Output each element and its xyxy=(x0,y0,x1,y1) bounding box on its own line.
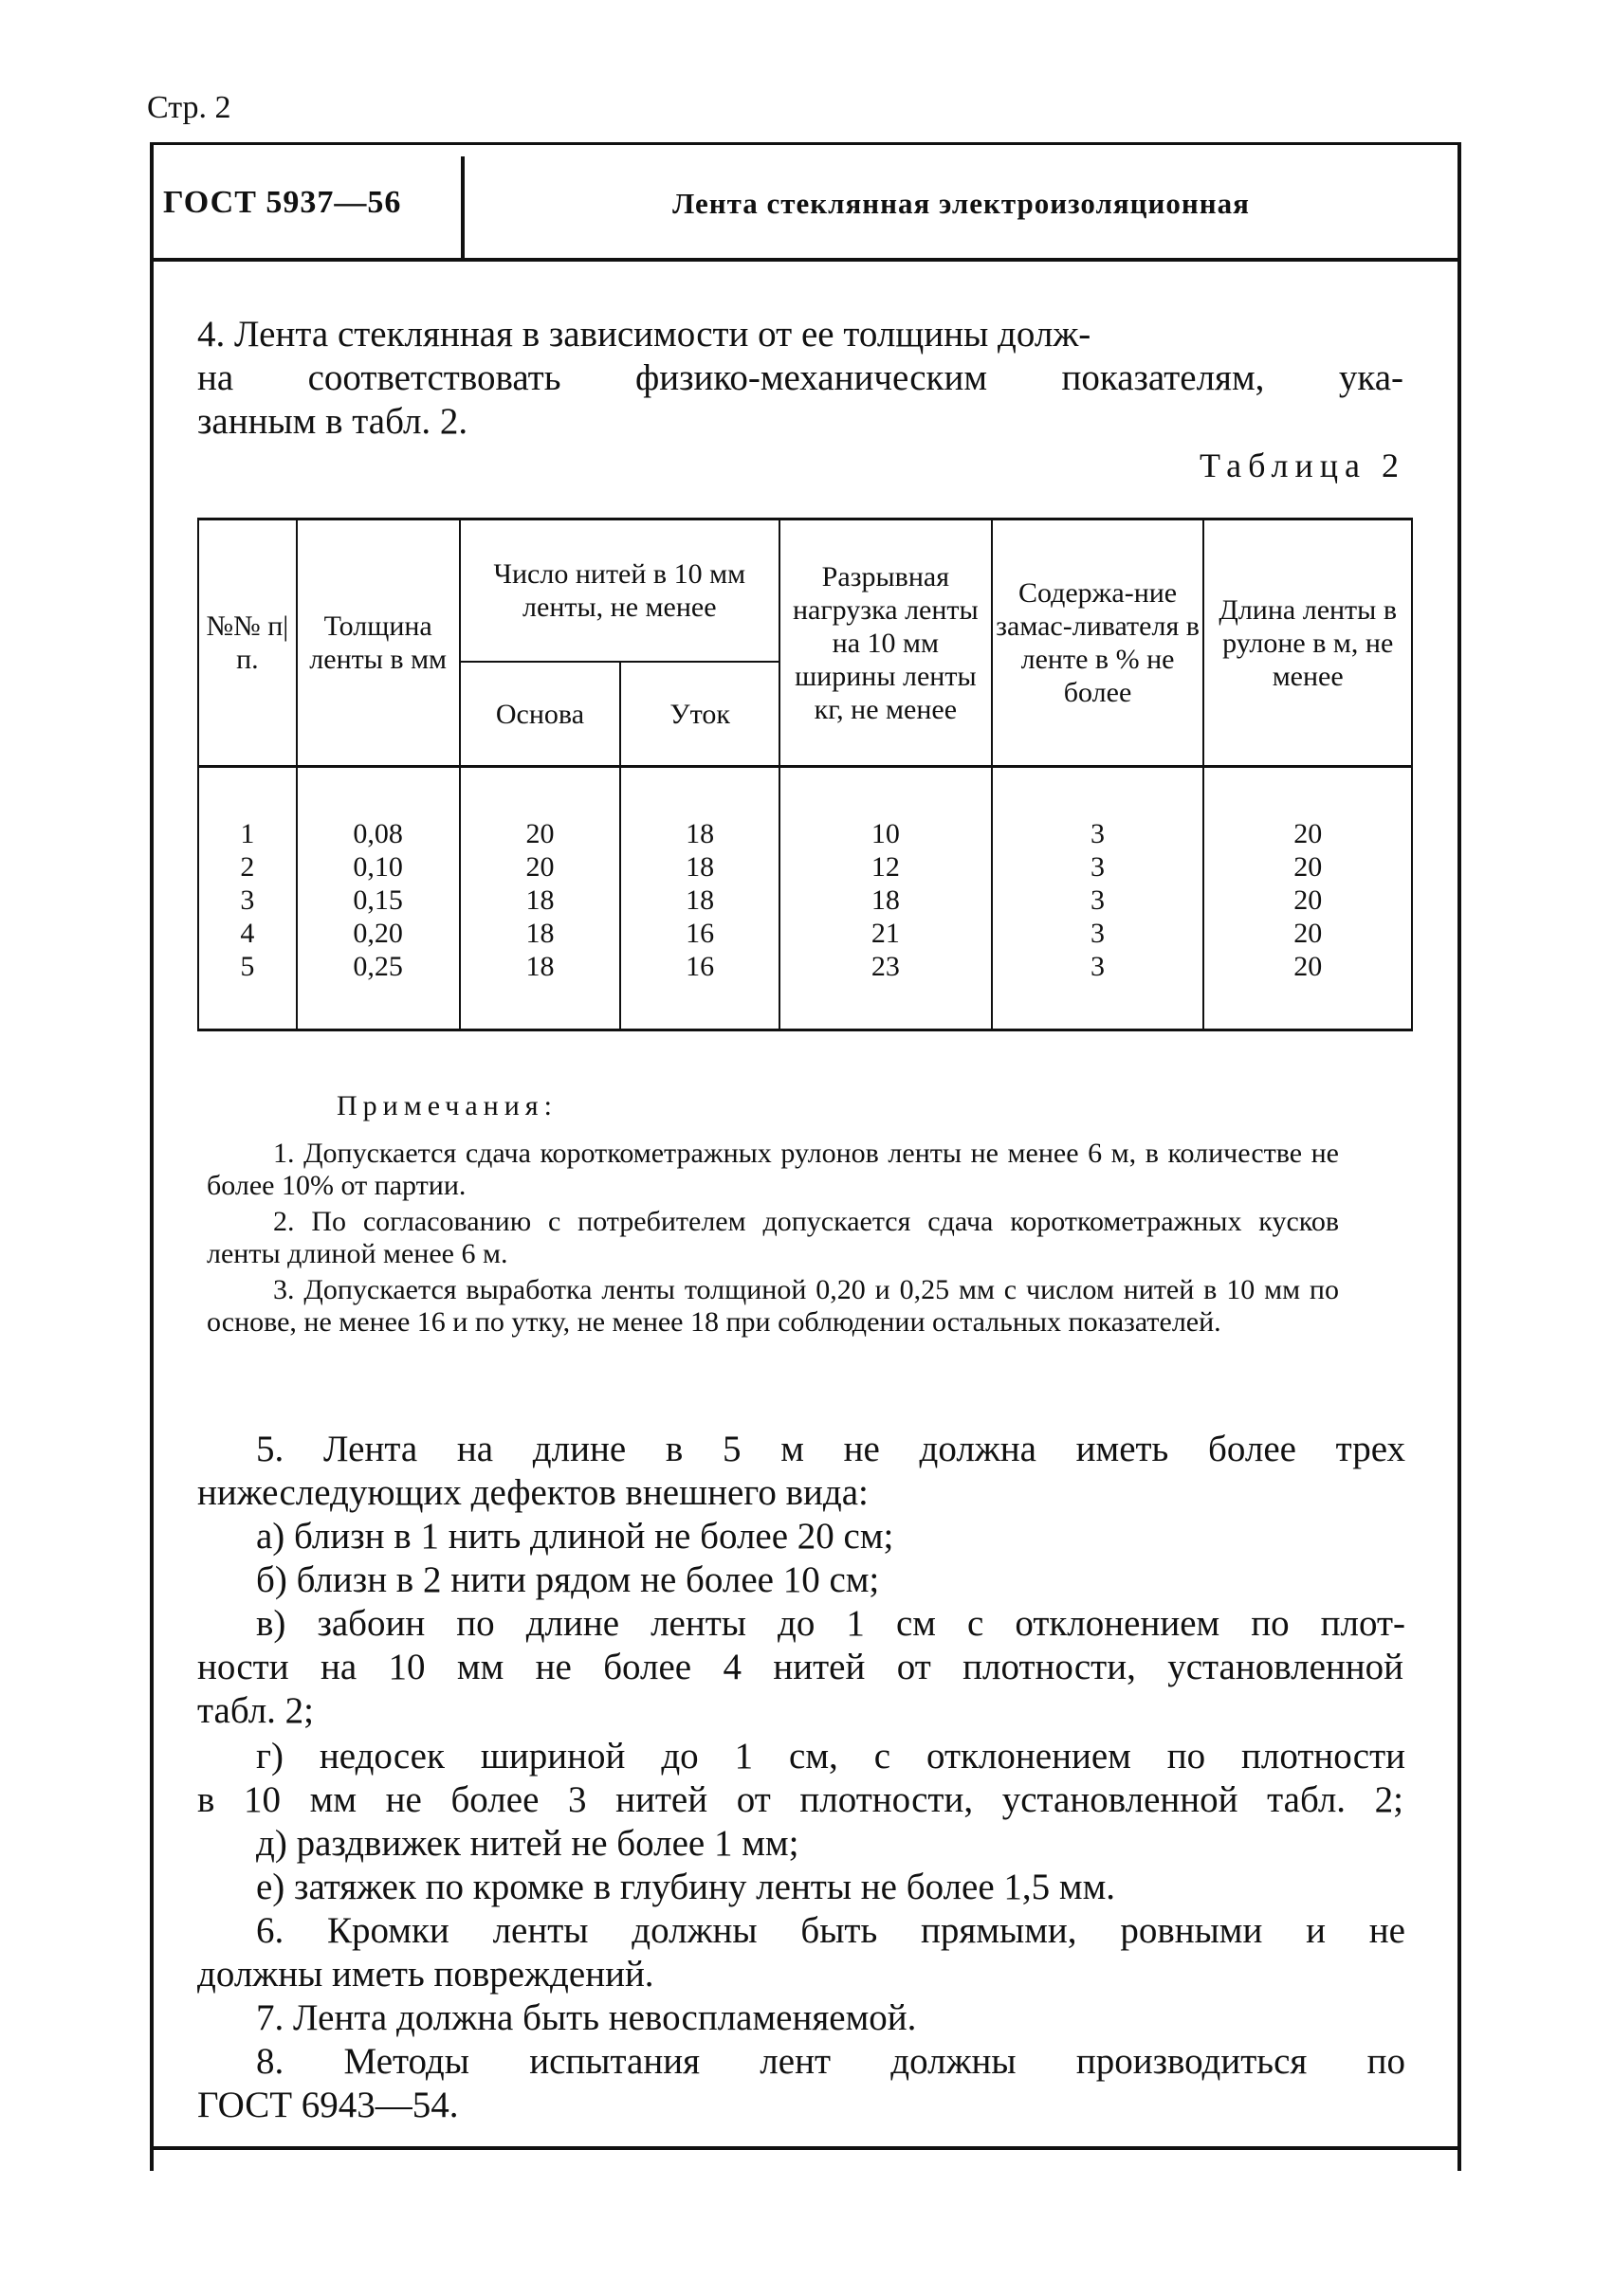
cell: 0,10 xyxy=(353,851,403,883)
cell: 5 xyxy=(240,951,255,982)
cell: 3 xyxy=(1091,951,1106,982)
column-roll-length xyxy=(1203,767,1412,1030)
column-weft xyxy=(620,767,779,1030)
cell: 3 xyxy=(1091,851,1106,883)
cell: 4 xyxy=(240,918,255,949)
cell: 0,15 xyxy=(353,884,403,916)
defect-v-line-3: табл. 2; xyxy=(197,1690,314,1731)
column-breaking-load xyxy=(779,767,992,1030)
note-3: 3. Допускается выработка ленты толщиной 0,20 и 0,25 мм с числом нитей в 10 мм по основе, не менее 16 и по утку, не менее 18 при соблюдении остальных показателей. xyxy=(207,1274,1339,1338)
cell: 3 xyxy=(1091,918,1106,949)
clause-5-line-1: 5. Лента на длине в 5 м не должна иметь более трех xyxy=(256,1429,1405,1469)
clause-7: 7. Лента должна быть невоспламеняемой. xyxy=(256,1997,917,2038)
cell: 16 xyxy=(686,918,715,949)
cell: 0,25 xyxy=(353,951,403,982)
defect-e: е) затяжек по кромке в глубину ленты не более 1,5 мм. xyxy=(256,1867,1116,1907)
clause-4-line-3: занным в табл. 2. xyxy=(197,401,468,442)
frame-top-rule xyxy=(152,142,1460,145)
cell: 18 xyxy=(871,884,900,916)
cell: 0,08 xyxy=(353,818,403,849)
cell: 20 xyxy=(1293,818,1323,849)
column-lubricant xyxy=(992,767,1204,1030)
note-1: 1. Допускается сдача короткометражных рулонов ленты не менее 6 м, в количестве не более 10% от партии. xyxy=(207,1138,1339,1201)
notes-heading: Примечания: xyxy=(337,1090,558,1121)
standard-title: Лента стеклянная электроизоляционная xyxy=(672,187,1250,220)
clause-5-line-2: нижеследующих дефектов внешнего вида: xyxy=(197,1472,869,1513)
standard-code: ГОСТ 5937—56 xyxy=(163,185,402,220)
clause-6-line-1: 6. Кромки ленты должны быть прямыми, ровными и не xyxy=(256,1910,1405,1951)
cell: 18 xyxy=(525,884,555,916)
header-thickness: Толщина ленты в мм xyxy=(297,519,460,767)
header-breaking-load: Разрывная нагрузка ленты на 10 мм ширины ленты кг, не менее xyxy=(779,519,992,767)
cell: 3 xyxy=(1091,818,1106,849)
cell: 20 xyxy=(525,851,555,883)
defect-v-line-2: ности на 10 мм не более 4 нитей от плотности, установленной xyxy=(197,1647,1403,1687)
cell: 23 xyxy=(871,951,900,982)
cell: 18 xyxy=(686,884,715,916)
frame-bottom-rule xyxy=(152,2146,1460,2150)
header-weft: Уток xyxy=(620,662,779,767)
header-lubricant: Содержа-ние замас-ливателя в ленте в % не более xyxy=(992,519,1204,767)
frame-right-rule xyxy=(1457,142,1461,2171)
cell: 16 xyxy=(686,951,715,982)
clause-8-line-1: 8. Методы испытания лент должны производиться по xyxy=(256,2041,1405,2082)
header-warp: Основа xyxy=(460,662,621,767)
cell: 20 xyxy=(1293,851,1323,883)
cell: 18 xyxy=(686,818,715,849)
cell: 18 xyxy=(525,951,555,982)
header-roll-length: Длина ленты в рулоне в м, не менее xyxy=(1203,519,1412,767)
cell: 20 xyxy=(1293,884,1323,916)
cell: 3 xyxy=(1091,884,1106,916)
defect-b: б) близн в 2 нити рядом не более 10 см; xyxy=(256,1559,880,1600)
cell: 2 xyxy=(240,851,255,883)
clause-4-line-2: на соответствовать физико-механическим показателям, ука- xyxy=(197,357,1403,398)
clause-8-line-2: ГОСТ 6943—54. xyxy=(197,2085,459,2125)
header-bottom-rule xyxy=(152,258,1460,262)
cell: 10 xyxy=(871,818,900,849)
cell: 18 xyxy=(525,918,555,949)
note-2: 2. По согласованию с потребителем допускается сдача короткометражных кусков ленты длиной менее 6 м. xyxy=(207,1206,1339,1269)
column-number xyxy=(198,767,297,1030)
cell: 12 xyxy=(871,851,900,883)
cell: 21 xyxy=(871,918,900,949)
cell: 20 xyxy=(1293,918,1323,949)
clause-6-line-2: должны иметь повреждений. xyxy=(197,1954,654,1995)
defect-v-line-1: в) забоин по длине ленты до 1 см с отклонением по плот- xyxy=(256,1603,1405,1644)
defect-d: д) раздвижек нитей не более 1 мм; xyxy=(256,1823,799,1864)
defect-g-line-2: в 10 мм не более 3 нитей от плотности, установленной табл. 2; xyxy=(197,1779,1403,1820)
clause-4-line-1: 4. Лента стеклянная в зависимости от ее толщины долж- xyxy=(197,314,1091,355)
page-number: Стр. 2 xyxy=(147,90,231,125)
cell: 20 xyxy=(1293,951,1323,982)
defect-a: а) близн в 1 нить длиной не более 20 см; xyxy=(256,1516,894,1557)
header-thread-count: Число нитей в 10 мм ленты, не менее xyxy=(460,519,779,663)
cell: 3 xyxy=(240,884,255,916)
cell: 18 xyxy=(686,851,715,883)
cell: 1 xyxy=(240,818,255,849)
defect-g-line-1: г) недосек шириной до 1 см, с отклонением по плотности xyxy=(256,1736,1405,1777)
cell: 20 xyxy=(525,818,555,849)
column-warp xyxy=(460,767,621,1030)
table-caption: Таблица 2 xyxy=(1200,446,1405,484)
frame-left-rule xyxy=(150,142,154,2171)
column-thickness xyxy=(297,767,460,1030)
header-number: №№ п|п. xyxy=(198,519,297,767)
properties-table xyxy=(197,518,1413,1031)
cell: 0,20 xyxy=(353,918,403,949)
